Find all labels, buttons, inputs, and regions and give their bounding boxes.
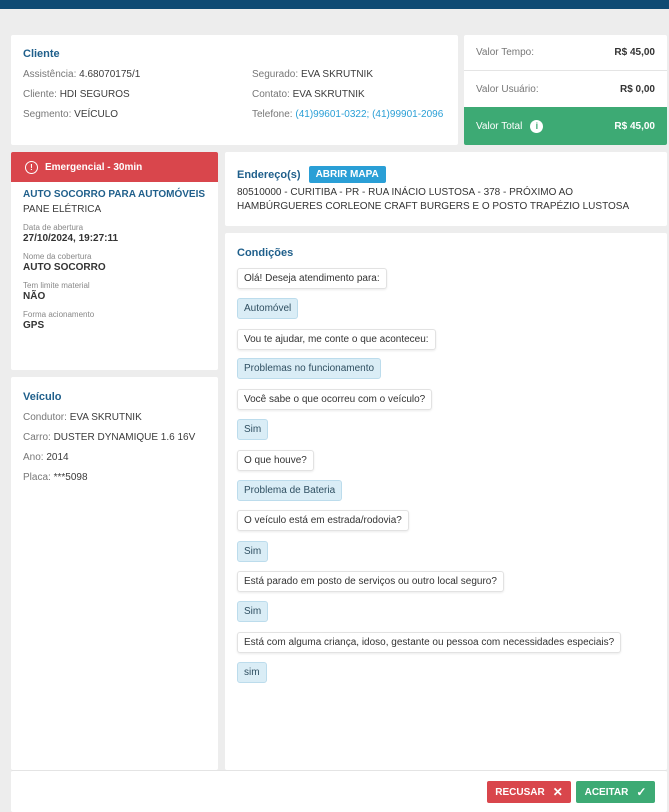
field-value: AUTO SOCORRO: [23, 262, 106, 273]
client-card: [11, 35, 458, 145]
service-problem: PANE ELÉTRICA: [23, 204, 102, 215]
contato-row: [252, 89, 443, 109]
carro-value: DUSTER DYNAMIQUE 1.6 16V: [53, 432, 196, 443]
address-header: [237, 166, 386, 183]
valor-usuario-row: [464, 71, 667, 107]
vehicle-card: [11, 377, 218, 770]
vehicle-title: Veículo: [23, 391, 62, 403]
telefone-label: Telefone:: [252, 109, 293, 120]
field-value: 27/10/2024, 19:27:11: [23, 233, 119, 244]
emergency-label: Emergencial - 30min: [45, 161, 143, 173]
valor-total-label-wrap: [476, 120, 543, 133]
info-icon[interactable]: i: [530, 120, 543, 133]
contato-value: EVA SKRUTNIK: [292, 89, 365, 100]
ano-row: [23, 452, 195, 472]
answer-bubble: Problemas no funcionamento: [237, 358, 381, 379]
alert-icon: !: [25, 161, 38, 174]
top-bar: [0, 0, 669, 9]
assistencia-value: 4.68070175/1: [79, 69, 141, 80]
cliente-row: [23, 89, 140, 109]
answer-bubble: Sim: [237, 419, 268, 440]
question-bubble: O que houve?: [237, 450, 314, 471]
condutor-row: [23, 412, 195, 432]
reject-label: RECUSAR: [495, 786, 545, 798]
field-value: NÃO: [23, 291, 46, 302]
ano-value: 2014: [46, 452, 69, 463]
client-column-right: [252, 69, 443, 129]
condutor-value: EVA SKRUTNIK: [69, 412, 142, 423]
field-label: Forma acionamento: [23, 310, 95, 319]
answer-bubble: sim: [237, 662, 267, 683]
segmento-value: VEÍCULO: [74, 109, 119, 120]
client-column-left: [23, 69, 140, 129]
valor-total-label: Valor Total: [476, 120, 523, 132]
segurado-value: EVA SKRUTNIK: [300, 69, 373, 80]
question-bubble: O veículo está em estrada/rodovia?: [237, 510, 409, 531]
conditions-title: Condições: [237, 247, 294, 259]
field-label: Data de abertura: [23, 223, 84, 232]
vehicle-details: [23, 412, 195, 492]
segmento-label: Segmento:: [23, 109, 72, 120]
open-map-button[interactable]: ABRIR MAPA: [309, 166, 386, 183]
answer-bubble: Sim: [237, 601, 268, 622]
question-bubble: Está com alguma criança, idoso, gestante ou pessoa com necessidades especiais?: [237, 632, 621, 653]
accept-button[interactable]: [576, 781, 655, 803]
valor-usuario-value: R$ 0,00: [619, 83, 655, 95]
valor-tempo-value: R$ 45,00: [614, 47, 655, 58]
valor-total-row: [464, 107, 667, 145]
telefone-link[interactable]: (41)99601-0322; (41)99901-2096: [295, 109, 444, 120]
close-icon: ✕: [552, 785, 563, 799]
valor-tempo-row: [464, 35, 667, 71]
assistencia-row: [23, 69, 140, 89]
question-bubble: Você sabe o que ocorreu com o veículo?: [237, 389, 432, 410]
accept-label: ACEITAR: [584, 786, 629, 798]
address-card: [225, 152, 667, 226]
telefone-row: [252, 109, 443, 129]
contato-label: Contato:: [252, 89, 290, 100]
question-bubble: Olá! Deseja atendimento para:: [237, 268, 387, 289]
answer-bubble: Problema de Bateria: [237, 480, 342, 501]
carro-row: [23, 432, 195, 452]
answer-bubble: Automóvel: [237, 298, 298, 319]
address-text: 80510000 - CURITIBA - PR - RUA INÁCIO LUSTOSA - 378 - PRÓXIMO AO HAMBÚRGUERES CORLEONE CRAFT BURGERS E O POSTO TRAPÉZIO LUSTOSA: [237, 187, 630, 212]
reject-button[interactable]: [487, 781, 571, 803]
question-bubble: Vou te ajudar, me conte o que aconteceu:: [237, 329, 436, 350]
valor-tempo-label: Valor Tempo:: [476, 47, 534, 58]
service-card: [11, 152, 218, 370]
segurado-label: Segurado:: [252, 69, 299, 80]
cliente-label: Cliente:: [23, 89, 57, 100]
condutor-label: Condutor:: [23, 412, 67, 423]
service-title: AUTO SOCORRO PARA AUTOMÓVEIS: [23, 189, 206, 200]
field-label: Tem limite material: [23, 281, 90, 290]
segmento-row: [23, 109, 140, 129]
assistencia-label: Assistência:: [23, 69, 77, 80]
ano-label: Ano:: [23, 452, 44, 463]
client-title: Cliente: [23, 48, 60, 60]
emergency-header: [11, 152, 218, 182]
placa-row: [23, 472, 195, 492]
conditions-card: [225, 233, 667, 770]
segurado-row: [252, 69, 443, 89]
field-label: Nome da cobertura: [23, 252, 92, 261]
values-card: [464, 35, 667, 145]
check-icon: ✓: [636, 785, 647, 799]
valor-usuario-label: Valor Usuário:: [476, 83, 539, 95]
carro-label: Carro:: [23, 432, 51, 443]
action-footer: [11, 770, 667, 812]
cliente-value: HDI SEGUROS: [59, 89, 130, 100]
placa-label: Placa:: [23, 472, 51, 483]
address-title: Endereço(s): [237, 168, 301, 181]
placa-value: ***5098: [53, 472, 88, 483]
field-value: GPS: [23, 320, 45, 331]
answer-bubble: Sim: [237, 541, 268, 562]
question-bubble: Está parado em posto de serviços ou outro local seguro?: [237, 571, 504, 592]
service-details: [11, 182, 218, 338]
valor-total-value: R$ 45,00: [614, 120, 655, 132]
